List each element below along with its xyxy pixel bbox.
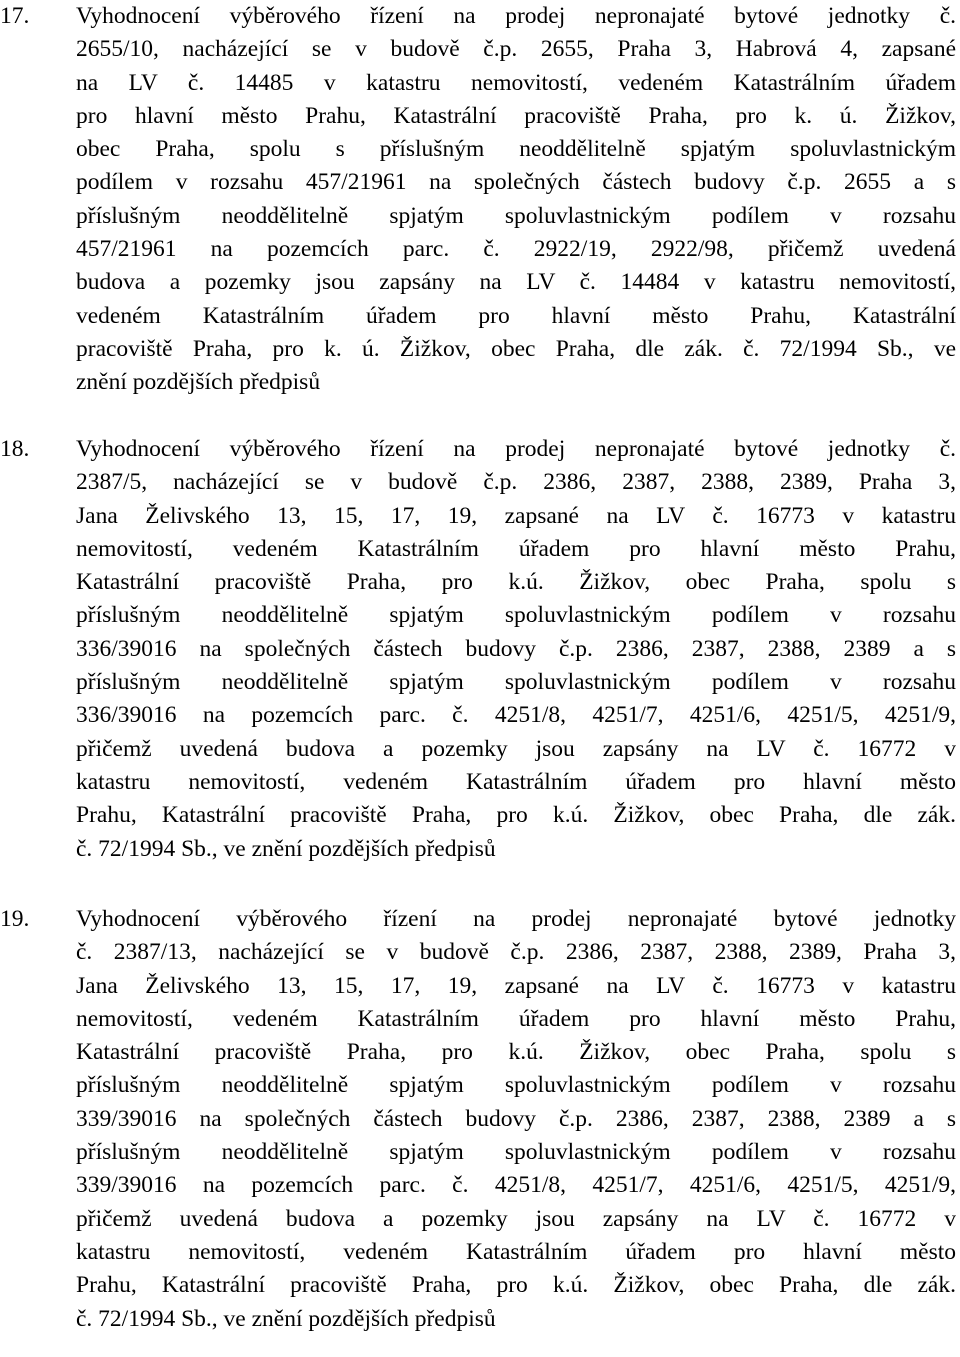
text-line: Jana Želivského 13, 15, 17, 19, zapsané na LV č. 16773 v katastru: [76, 972, 956, 999]
text-line: č. 72/1994 Sb., ve znění pozdějších předpisů: [76, 835, 496, 862]
item-text: [76, 903, 956, 1336]
text-line: vedeném Katastrálním úřadem pro hlavní město Prahu, Katastrální: [76, 302, 956, 329]
text-line: příslušným neoddělitelně spjatým spoluvlastnickým podílem v rozsahu: [76, 1072, 956, 1099]
text-line: 2655/10, nacházející se v budově č.p. 2655, Praha 3, Habrová 4, zapsané: [76, 36, 956, 63]
text-line: č. 2387/13, nacházející se v budově č.p. 2386, 2387, 2388, 2389, Praha 3,: [76, 939, 956, 966]
text-line: příslušným neoddělitelně spjatým spoluvlastnickým podílem v rozsahu: [76, 1139, 956, 1166]
text-line: 457/21961 na pozemcích parc. č. 2922/19, 2922/98, přičemž uvedená: [76, 236, 956, 263]
text-line: č. 72/1994 Sb., ve znění pozdějších předpisů: [76, 1305, 496, 1332]
text-line: Katastrální pracoviště Praha, pro k.ú. Žižkov, obec Praha, spolu s: [76, 1039, 956, 1066]
text-line: příslušným neoddělitelně spjatým spoluvlastnickým podílem v rozsahu: [76, 602, 956, 629]
text-line: příslušným neoddělitelně spjatým spoluvlastnickým podílem v rozsahu: [76, 202, 956, 229]
text-line: Vyhodnocení výběrového řízení na prodej nepronajaté bytové jednotky č.: [76, 3, 956, 29]
item-number: 17.: [0, 3, 30, 29]
text-line: znění pozdějších předpisů: [76, 369, 321, 396]
text-line: podílem v rozsahu 457/21961 na společných částech budovy č.p. 2655 a s: [76, 169, 956, 196]
text-line: příslušným neoddělitelně spjatým spoluvlastnickým podílem v rozsahu: [76, 669, 956, 696]
text-line: obec Praha, spolu s příslušným neoddělitelně spjatým spoluvlastnickým: [76, 136, 956, 163]
text-line: Katastrální pracoviště Praha, pro k.ú. Žižkov, obec Praha, spolu s: [76, 569, 956, 596]
text-line: přičemž uvedená budova a pozemky jsou zapsány na LV č. 16772 v: [76, 1205, 956, 1232]
text-line: pro hlavní město Prahu, Katastrální pracoviště Praha, pro k. ú. Žižkov,: [76, 102, 956, 129]
text-line: katastru nemovitostí, vedeném Katastrálním úřadem pro hlavní město: [76, 1238, 956, 1265]
text-line: na LV č. 14485 v katastru nemovitostí, vedeném Katastrálním úřadem: [76, 69, 956, 96]
text-line: Vyhodnocení výběrového řízení na prodej nepronajaté bytové jednotky: [76, 906, 956, 932]
text-line: 339/39016 na pozemcích parc. č. 4251/8, 4251/7, 4251/6, 4251/5, 4251/9,: [76, 1172, 956, 1199]
text-line: 2387/5, nacházející se v budově č.p. 2386, 2387, 2388, 2389, Praha 3,: [76, 469, 956, 496]
text-line: budova a pozemky jsou zapsány na LV č. 14484 v katastru nemovitostí,: [76, 269, 956, 296]
text-line: 336/39016 na společných částech budovy č.p. 2386, 2387, 2388, 2389 a s: [76, 635, 956, 662]
text-line: Jana Želivského 13, 15, 17, 19, zapsané na LV č. 16773 v katastru: [76, 502, 956, 529]
item-text: [76, 0, 956, 400]
text-line: Prahu, Katastrální pracoviště Praha, pro k.ú. Žižkov, obec Praha, dle zák.: [76, 802, 956, 829]
item-number: 19.: [0, 906, 30, 932]
item-text: [76, 433, 956, 866]
text-line: 336/39016 na pozemcích parc. č. 4251/8, 4251/7, 4251/6, 4251/5, 4251/9,: [76, 702, 956, 729]
text-line: přičemž uvedená budova a pozemky jsou zapsány na LV č. 16772 v: [76, 735, 956, 762]
text-line: pracoviště Praha, pro k. ú. Žižkov, obec Praha, dle zák. č. 72/1994 Sb., ve: [76, 335, 956, 362]
text-line: Prahu, Katastrální pracoviště Praha, pro k.ú. Žižkov, obec Praha, dle zák.: [76, 1272, 956, 1299]
item-number: 18.: [0, 436, 30, 462]
text-line: 339/39016 na společných částech budovy č.p. 2386, 2387, 2388, 2389 a s: [76, 1105, 956, 1132]
text-line: nemovitostí, vedeném Katastrálním úřadem pro hlavní město Prahu,: [76, 1005, 956, 1032]
text-line: katastru nemovitostí, vedeném Katastrálním úřadem pro hlavní město: [76, 768, 956, 795]
text-line: nemovitostí, vedeném Katastrálním úřadem pro hlavní město Prahu,: [76, 535, 956, 562]
text-line: Vyhodnocení výběrového řízení na prodej nepronajaté bytové jednotky č.: [76, 436, 956, 462]
